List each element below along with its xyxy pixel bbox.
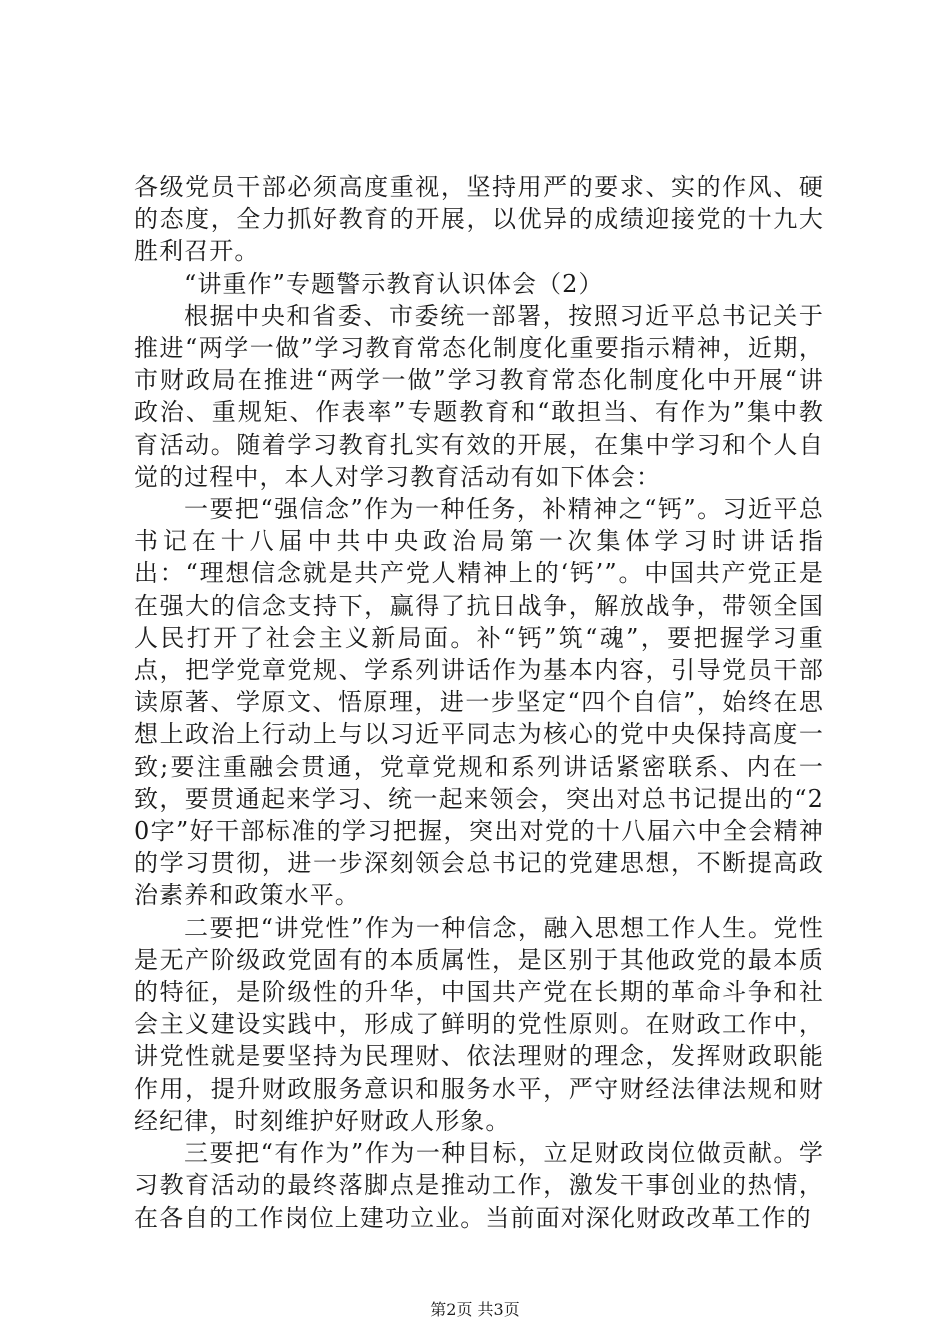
page-number-footer: 第2页 共3页 <box>430 1300 520 1319</box>
paragraph-continuation: 各级党员干部必须高度重视，坚持用严的要求、实的作风、硬的态度，全力抓好教育的开展，以优异的成绩迎接党的十九大胜利召开。 <box>134 173 824 266</box>
paragraph-point-two: 二要把“讲党性”作为一种信念，融入思想工作人生。党性是无产阶级政党固有的本质属性，是区别于其他政党的最本质的特征，是阶级性的升华，中国共产党在长期的革命斗争和社会主义建设实践中，形成了鲜明的党性原则。在财政工作中，讲党性就是要坚持为民理财、依法理财的理念，发挥财政职能作用，提升财政服务意识和服务水平，严守财经法律法规和财经纪律，时刻维护好财政人形象。 <box>134 913 824 1135</box>
section-title: “讲重作”专题警示教育认识体会（2） <box>184 269 604 298</box>
paragraph-intro: 根据中央和省委、市委统一部署，按照习近平总书记关于推进“两学一做”学习教育常态化制度化重要指示精神，近期，市财政局在推进“两学一做”学习教育常态化制度化中开展“讲政治、重规矩、作表率”专题教育和“敢担当、有作为”集中教育活动。随着学习教育扎实有效的开展，在集中学习和个人自觉的过程中，本人对学习教育活动有如下体会： <box>134 301 824 491</box>
paragraph-point-three: 三要把“有作为”作为一种目标，立足财政岗位做贡献。学习教育活动的最终落脚点是推动工作，激发干事创业的热情，在各自的工作岗位上建功立业。当前面对深化财政改革工作的 <box>134 1139 824 1232</box>
paragraph-point-one: 一要把“强信念”作为一种任务，补精神之“钙”。习近平总书记在十八届中共中央政治局第一次集体学习时讲话指出：“理想信念就是共产党人精神上的‘钙’”。中国共产党正是在强大的信念支持下，赢得了抗日战争，解放战争，带领全国人民打开了社会主义新局面。补“钙”筑“魂”，要把握学习重点，把学党章党规、学系列讲话作为基本内容，引导党员干部读原著、学原文、悟原理，进一步坚定“四个自信”，始终在思想上政治上行动上与以习近平同志为核心的党中央保持高度一致;要注重融会贯通，党章党规和系列讲话紧密联系、内在一致，要贯通起来学习、统一起来领会，突出对总书记提出的“20字”好干部标准的学习把握，突出对党的十八届六中全会精神的学习贯彻，进一步深刻领会总书记的党建思想，不断提高政治素养和政策水平。 <box>134 495 824 910</box>
document-body <box>134 171 824 1234</box>
